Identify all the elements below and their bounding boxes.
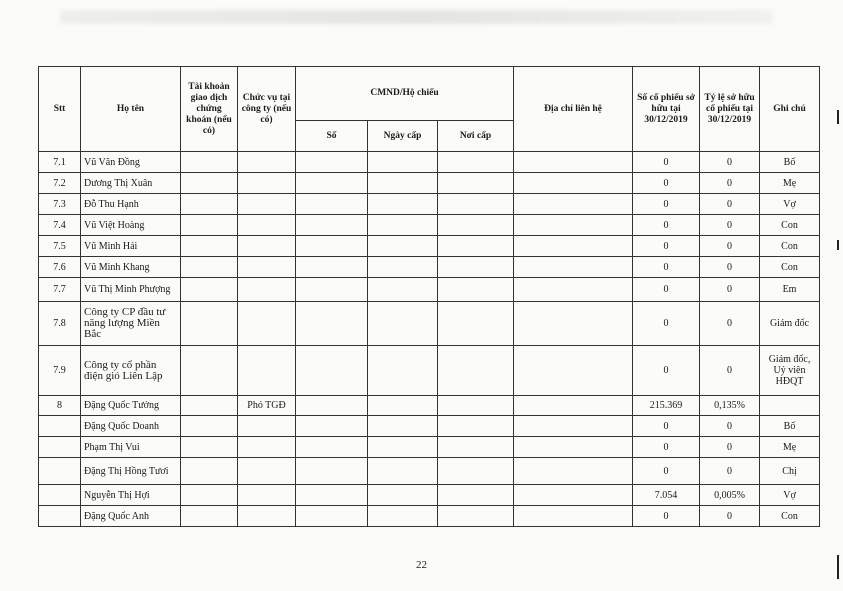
shares-cell: 0: [633, 416, 700, 437]
ratio-cell: 0: [700, 416, 760, 437]
edge-mark: [837, 240, 839, 250]
table-row: [39, 152, 820, 173]
col-noi-cap: Nơi cấp: [438, 121, 514, 152]
ratio-cell: 0: [700, 437, 760, 458]
address-cell: [514, 215, 633, 236]
address-cell: [514, 194, 633, 215]
stt-cell: 7.1: [39, 152, 81, 173]
issue-place-cell: [438, 173, 514, 194]
position-cell: [238, 437, 296, 458]
address-cell: [514, 278, 633, 302]
ratio-cell: 0: [700, 236, 760, 257]
address-cell: [514, 437, 633, 458]
name-cell: Công ty CP đầu tư năng lượng Miền Bắc: [81, 302, 181, 346]
id-number-cell: [296, 396, 368, 416]
shares-cell: 0: [633, 458, 700, 485]
table-row: [39, 236, 820, 257]
address-cell: [514, 485, 633, 506]
ratio-cell: 0,005%: [700, 485, 760, 506]
issue-place-cell: [438, 215, 514, 236]
address-cell: [514, 257, 633, 278]
name-cell: Vũ Minh Hải: [81, 236, 181, 257]
issue-date-cell: [368, 215, 438, 236]
name-cell: Đặng Quốc Tưởng: [81, 396, 181, 416]
col-so-co-phieu: Số cổ phiếu sở hữu tại 30/12/2019: [633, 67, 700, 152]
id-number-cell: [296, 506, 368, 527]
address-cell: [514, 152, 633, 173]
id-number-cell: [296, 416, 368, 437]
stt-cell: [39, 437, 81, 458]
note-cell: Con: [760, 215, 820, 236]
issue-date-cell: [368, 278, 438, 302]
position-cell: [238, 458, 296, 485]
ratio-cell: 0: [700, 346, 760, 396]
address-cell: [514, 346, 633, 396]
stt-cell: [39, 416, 81, 437]
issue-date-cell: [368, 485, 438, 506]
note-cell: Con: [760, 236, 820, 257]
issue-place-cell: [438, 437, 514, 458]
id-number-cell: [296, 458, 368, 485]
shares-cell: 0: [633, 278, 700, 302]
account-cell: [181, 416, 238, 437]
page-number: 22: [416, 559, 427, 571]
table-row: [39, 257, 820, 278]
id-number-cell: [296, 346, 368, 396]
ratio-cell: 0: [700, 194, 760, 215]
position-cell: [238, 506, 296, 527]
name-cell: Vũ Văn Đồng: [81, 152, 181, 173]
table-row: [39, 416, 820, 437]
stt-cell: 7.7: [39, 278, 81, 302]
ratio-cell: 0: [700, 173, 760, 194]
table-row: [39, 302, 820, 346]
account-cell: [181, 194, 238, 215]
note-cell: Con: [760, 257, 820, 278]
ratio-cell: 0: [700, 152, 760, 173]
account-cell: [181, 437, 238, 458]
shares-cell: 0: [633, 257, 700, 278]
position-cell: [238, 278, 296, 302]
name-cell: Vũ Minh Khang: [81, 257, 181, 278]
position-cell: [238, 236, 296, 257]
id-number-cell: [296, 437, 368, 458]
id-number-cell: [296, 215, 368, 236]
issue-date-cell: [368, 396, 438, 416]
ratio-cell: 0,135%: [700, 396, 760, 416]
issue-date-cell: [368, 437, 438, 458]
address-cell: [514, 416, 633, 437]
table-row: [39, 458, 820, 485]
ratio-cell: 0: [700, 506, 760, 527]
issue-date-cell: [368, 346, 438, 396]
shares-cell: 215.369: [633, 396, 700, 416]
ratio-cell: 0: [700, 215, 760, 236]
stt-cell: 7.6: [39, 257, 81, 278]
stt-cell: [39, 506, 81, 527]
issue-date-cell: [368, 458, 438, 485]
note-cell: Mẹ: [760, 173, 820, 194]
faint-header-bleed: [60, 10, 773, 24]
position-cell: [238, 302, 296, 346]
col-tai-khoan: Tài khoản giao dịch chứng khoán (nếu có): [181, 67, 238, 152]
issue-place-cell: [438, 506, 514, 527]
edge-mark: [837, 110, 839, 124]
col-ngay-cap: Ngày cấp: [368, 121, 438, 152]
col-ghi-chu: Ghi chú: [760, 67, 820, 152]
account-cell: [181, 396, 238, 416]
table-row: [39, 215, 820, 236]
note-cell: Con: [760, 506, 820, 527]
position-cell: [238, 173, 296, 194]
stt-cell: [39, 485, 81, 506]
account-cell: [181, 485, 238, 506]
table-row: [39, 278, 820, 302]
id-number-cell: [296, 173, 368, 194]
shares-cell: 0: [633, 437, 700, 458]
name-cell: Đặng Quốc Doanh: [81, 416, 181, 437]
account-cell: [181, 278, 238, 302]
issue-place-cell: [438, 236, 514, 257]
col-dia-chi: Địa chỉ liên hệ: [514, 67, 633, 152]
name-cell: Đỗ Thu Hạnh: [81, 194, 181, 215]
name-cell: Dương Thị Xuân: [81, 173, 181, 194]
shares-cell: 0: [633, 236, 700, 257]
issue-date-cell: [368, 152, 438, 173]
col-stt: Stt: [39, 67, 81, 152]
col-ty-le: Tỷ lệ sở hữu cổ phiếu tại 30/12/2019: [700, 67, 760, 152]
note-cell: Bố: [760, 416, 820, 437]
issue-place-cell: [438, 302, 514, 346]
col-cmnd: CMND/Hộ chiếu: [296, 67, 514, 121]
position-cell: [238, 152, 296, 173]
name-cell: Nguyễn Thị Hợi: [81, 485, 181, 506]
account-cell: [181, 152, 238, 173]
shares-cell: 0: [633, 194, 700, 215]
note-cell: [760, 396, 820, 416]
table-row: [39, 437, 820, 458]
issue-date-cell: [368, 173, 438, 194]
account-cell: [181, 236, 238, 257]
stt-cell: [39, 458, 81, 485]
ratio-cell: 0: [700, 458, 760, 485]
shares-cell: 0: [633, 215, 700, 236]
issue-place-cell: [438, 458, 514, 485]
name-cell: Phạm Thị Vui: [81, 437, 181, 458]
address-cell: [514, 396, 633, 416]
shares-cell: 0: [633, 506, 700, 527]
position-cell: [238, 215, 296, 236]
stt-cell: 7.3: [39, 194, 81, 215]
table-row: [39, 173, 820, 194]
account-cell: [181, 215, 238, 236]
note-cell: Em: [760, 278, 820, 302]
issue-place-cell: [438, 194, 514, 215]
id-number-cell: [296, 278, 368, 302]
stt-cell: 7.8: [39, 302, 81, 346]
issue-date-cell: [368, 416, 438, 437]
col-ho-ten: Họ tên: [81, 67, 181, 152]
id-number-cell: [296, 485, 368, 506]
account-cell: [181, 257, 238, 278]
position-cell: [238, 194, 296, 215]
issue-date-cell: [368, 236, 438, 257]
issue-date-cell: [368, 194, 438, 215]
ratio-cell: 0: [700, 302, 760, 346]
position-cell: [238, 346, 296, 396]
account-cell: [181, 173, 238, 194]
issue-date-cell: [368, 257, 438, 278]
shares-cell: 0: [633, 302, 700, 346]
stt-cell: 8: [39, 396, 81, 416]
issue-place-cell: [438, 278, 514, 302]
name-cell: Đặng Thị Hồng Tươi: [81, 458, 181, 485]
issue-place-cell: [438, 346, 514, 396]
ratio-cell: 0: [700, 278, 760, 302]
note-cell: Vợ: [760, 485, 820, 506]
address-cell: [514, 506, 633, 527]
name-cell: Công ty cổ phần điện gió Liên Lập: [81, 346, 181, 396]
table-row: [39, 194, 820, 215]
address-cell: [514, 458, 633, 485]
note-cell: Vợ: [760, 194, 820, 215]
issue-place-cell: [438, 257, 514, 278]
id-number-cell: [296, 302, 368, 346]
shares-cell: 0: [633, 152, 700, 173]
ratio-cell: 0: [700, 257, 760, 278]
note-cell: Mẹ: [760, 437, 820, 458]
stt-cell: 7.4: [39, 215, 81, 236]
note-cell: Chị: [760, 458, 820, 485]
issue-place-cell: [438, 485, 514, 506]
id-number-cell: [296, 194, 368, 215]
position-cell: [238, 416, 296, 437]
shares-cell: 7.054: [633, 485, 700, 506]
position-cell: [238, 257, 296, 278]
address-cell: [514, 173, 633, 194]
position-cell: Phó TGĐ: [238, 396, 296, 416]
col-so: Số: [296, 121, 368, 152]
id-number-cell: [296, 236, 368, 257]
table-row: [39, 346, 820, 396]
stt-cell: 7.5: [39, 236, 81, 257]
account-cell: [181, 302, 238, 346]
stt-cell: 7.2: [39, 173, 81, 194]
name-cell: Đặng Quốc Anh: [81, 506, 181, 527]
shares-cell: 0: [633, 346, 700, 396]
account-cell: [181, 346, 238, 396]
note-cell: Bố: [760, 152, 820, 173]
note-cell: Giám đốc: [760, 302, 820, 346]
address-cell: [514, 302, 633, 346]
table-row: [39, 506, 820, 527]
issue-place-cell: [438, 416, 514, 437]
issue-date-cell: [368, 506, 438, 527]
issue-place-cell: [438, 152, 514, 173]
position-cell: [238, 485, 296, 506]
name-cell: Vũ Thị Minh Phượng: [81, 278, 181, 302]
address-cell: [514, 236, 633, 257]
table-row: [39, 485, 820, 506]
shareholder-table: [38, 66, 820, 527]
id-number-cell: [296, 257, 368, 278]
col-chuc-vu: Chức vụ tại công ty (nếu có): [238, 67, 296, 152]
shares-cell: 0: [633, 173, 700, 194]
issue-date-cell: [368, 302, 438, 346]
account-cell: [181, 506, 238, 527]
stt-cell: 7.9: [39, 346, 81, 396]
id-number-cell: [296, 152, 368, 173]
issue-place-cell: [438, 396, 514, 416]
table-row: [39, 396, 820, 416]
note-cell: Giám đốc, Uỷ viên HĐQT: [760, 346, 820, 396]
name-cell: Vũ Việt Hoàng: [81, 215, 181, 236]
account-cell: [181, 458, 238, 485]
